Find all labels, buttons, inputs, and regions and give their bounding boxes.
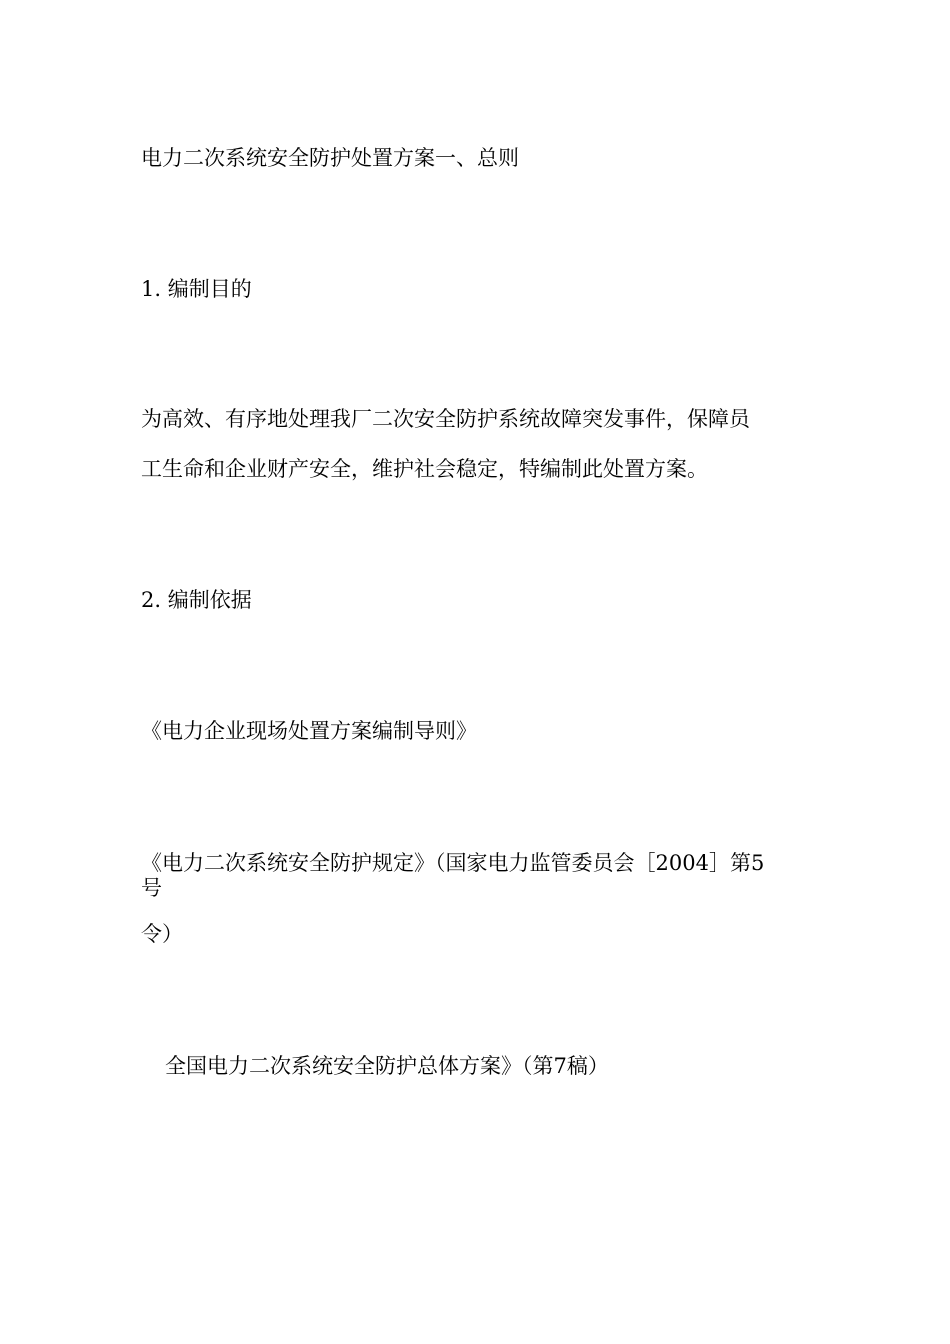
reference-regulation-line-3: 令） — [141, 922, 183, 946]
document-title: 电力二次系统安全防护处置方案一、总则 — [141, 146, 519, 170]
purpose-paragraph-line-1: 为高效、有序地处理我厂二次安全防护系统故障突发事件，保障员 — [141, 407, 750, 431]
section-heading-basis: 2. 编制依据 — [141, 588, 252, 612]
purpose-paragraph-line-2: 工生命和企业财产安全，维护社会稳定，特编制此处置方案。 — [141, 457, 708, 481]
reference-guideline: 《电力企业现场处置方案编制导则》 — [141, 719, 477, 743]
reference-regulation-line-2: 号 — [141, 876, 162, 900]
reference-regulation-line-1: 《电力二次系统安全防护规定》（国家电力监管委员会［2004］第5 — [141, 851, 765, 875]
section-heading-purpose: 1. 编制目的 — [141, 277, 252, 301]
reference-overall-scheme: 全国电力二次系统安全防护总体方案》（第7稿） — [165, 1054, 609, 1078]
